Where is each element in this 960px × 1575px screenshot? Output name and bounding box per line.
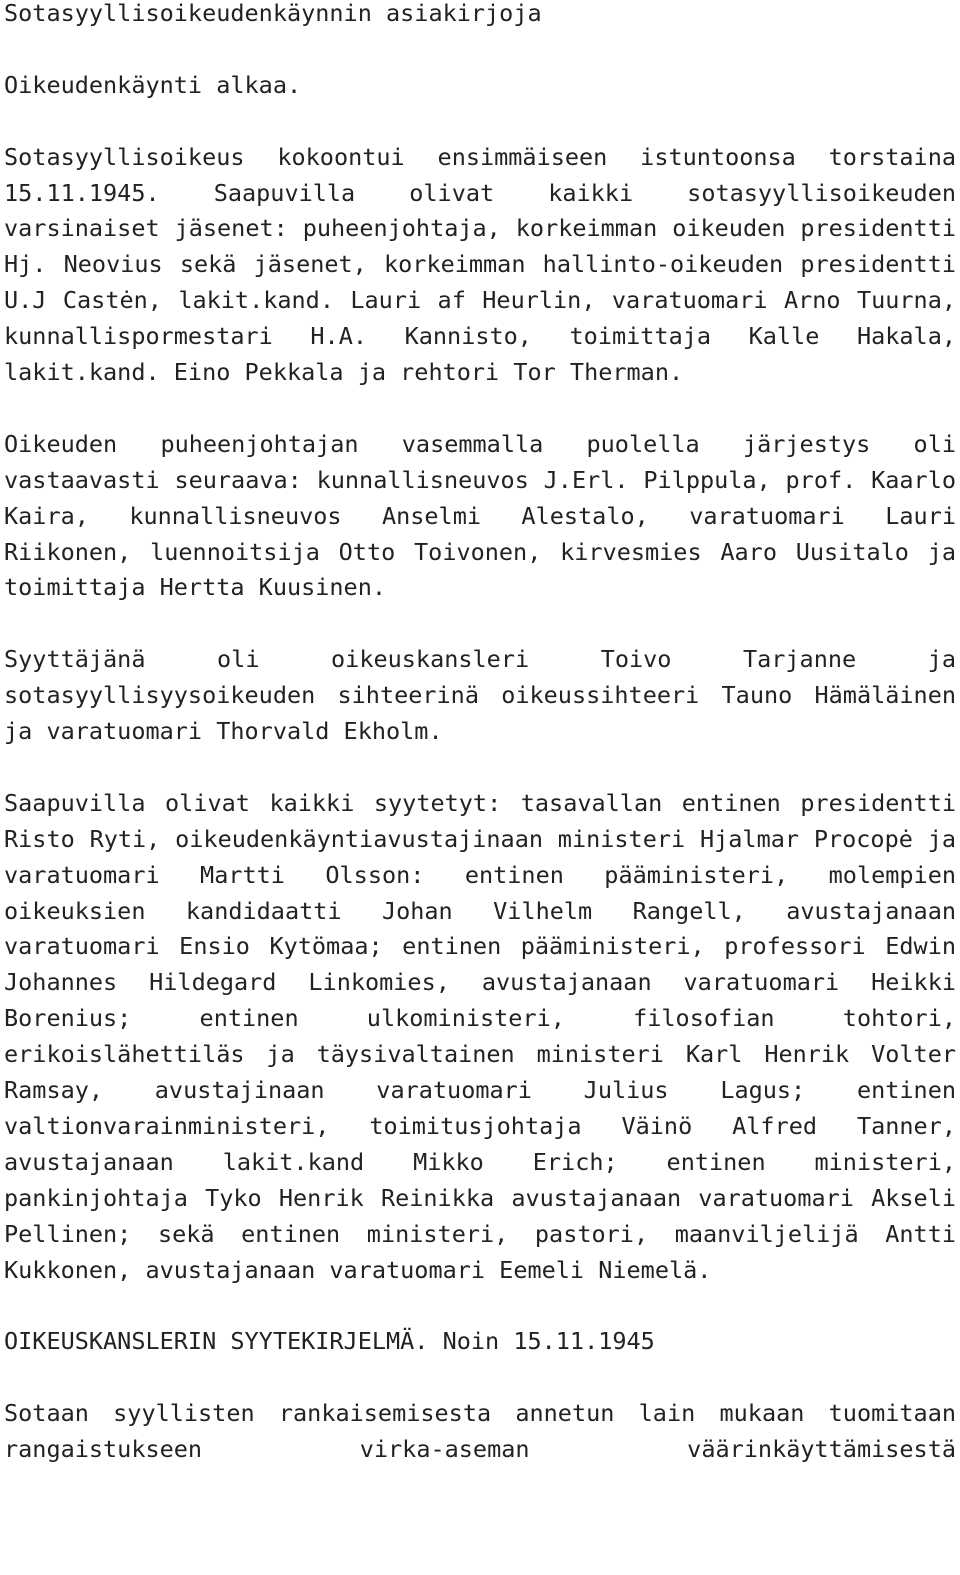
spacer — [4, 104, 956, 140]
paragraph-defendants: Saapuvilla olivat kaikki syytetyt: tasavallan entinen presidentti Risto Ryti, oikeudenkäyntiavustajinaan ministeri Hjalmar Procopė ja varatuomari Martti Olsson: entinen pääministeri, molempien oikeuksien kandidaatti Johan Vilhelm Rangell, avustajanaan varatuomari Ensio Kytömaa; entinen pääministeri, professori Edwin Johannes Hildegard Linkomies, avustajanaan varatuomari Heikki Borenius; entinen ulkoministeri, filosofian tohtori, erikoislähettiläs ja täysivaltainen ministeri Karl Henrik Volter Ramsay, avustajinaan varatuomari Julius Lagus; entinen valtionvarainministeri, toimitusjohtaja Väinö Alfred Tanner, avustajanaan lakit.kand Mikko Erich; entinen ministeri, pankinjohtaja Tyko Henrik Reinikka avustajanaan varatuomari Akseli Pellinen; sekä entinen ministeri, pastori, maanviljelijä Antti Kukkonen, avustajanaan varatuomari Eemeli Niemelä. — [4, 788, 956, 1284]
spacer — [4, 391, 956, 427]
spacer — [4, 32, 956, 68]
spacer — [4, 1360, 956, 1396]
paragraph-indictment-start: Sotaan syyllisten rankaisemisesta annetun lain mukaan tuomitaan rangaistukseen virka-aseman väärinkäyttämisestä — [4, 1399, 956, 1464]
spacer — [4, 750, 956, 786]
paragraph-left-side-order: Oikeuden puheenjohtajan vasemmalla puolella järjestys oli vastaavasti seuraava: kunnallisneuvos J.Erl. Pilppula, prof. Kaarlo Kaira, kunnallisneuvos Anselmi Alestalo, varatuomari Lauri Riikonen, luennoitsija Otto Toivonen, kirvesmies Aaro Uusitalo ja toimittaja Hertta Kuusinen. — [4, 429, 956, 602]
indictment-heading: OIKEUSKANSLERIN SYYTEKIRJELMÄ. Noin 15.11.1945 — [4, 1327, 655, 1356]
spacer — [4, 1289, 956, 1325]
paragraph-court-members: Sotasyyllisoikeus kokoontui ensimmäiseen istuntoonsa torstaina 15.11.1945. Saapuvilla olivat kaikki sotasyyllisoikeuden varsinaiset jäsenet: puheenjohtaja, korkeimman oikeuden presidentti Hj. Neovius sekä jäsenet, korkeimman hallinto-oikeuden presidentti U.J Castėn, lakit.kand. Lauri af Heurlin, varatuomari Arno Tuurna, kunnallispormestari H.A. Kannisto, toimittaja Kalle Hakala, lakit.kand. Eino Pekkala ja rehtori Tor Therman. — [4, 142, 956, 387]
paragraph-prosecutor: Syyttäjänä oli oikeuskansleri Toivo Tarjanne ja sotasyyllisyysoikeuden sihteerinä oikeussihteeri Tauno Hämäläinen ja varatuomari Thorvald Ekholm. — [4, 645, 956, 746]
spacer — [4, 606, 956, 642]
section-start-line: Oikeudenkäynti alkaa. — [4, 70, 302, 99]
document-title: Sotasyyllisoikeudenkäynnin asiakirjoja — [4, 0, 542, 27]
document-body — [4, 0, 956, 1468]
